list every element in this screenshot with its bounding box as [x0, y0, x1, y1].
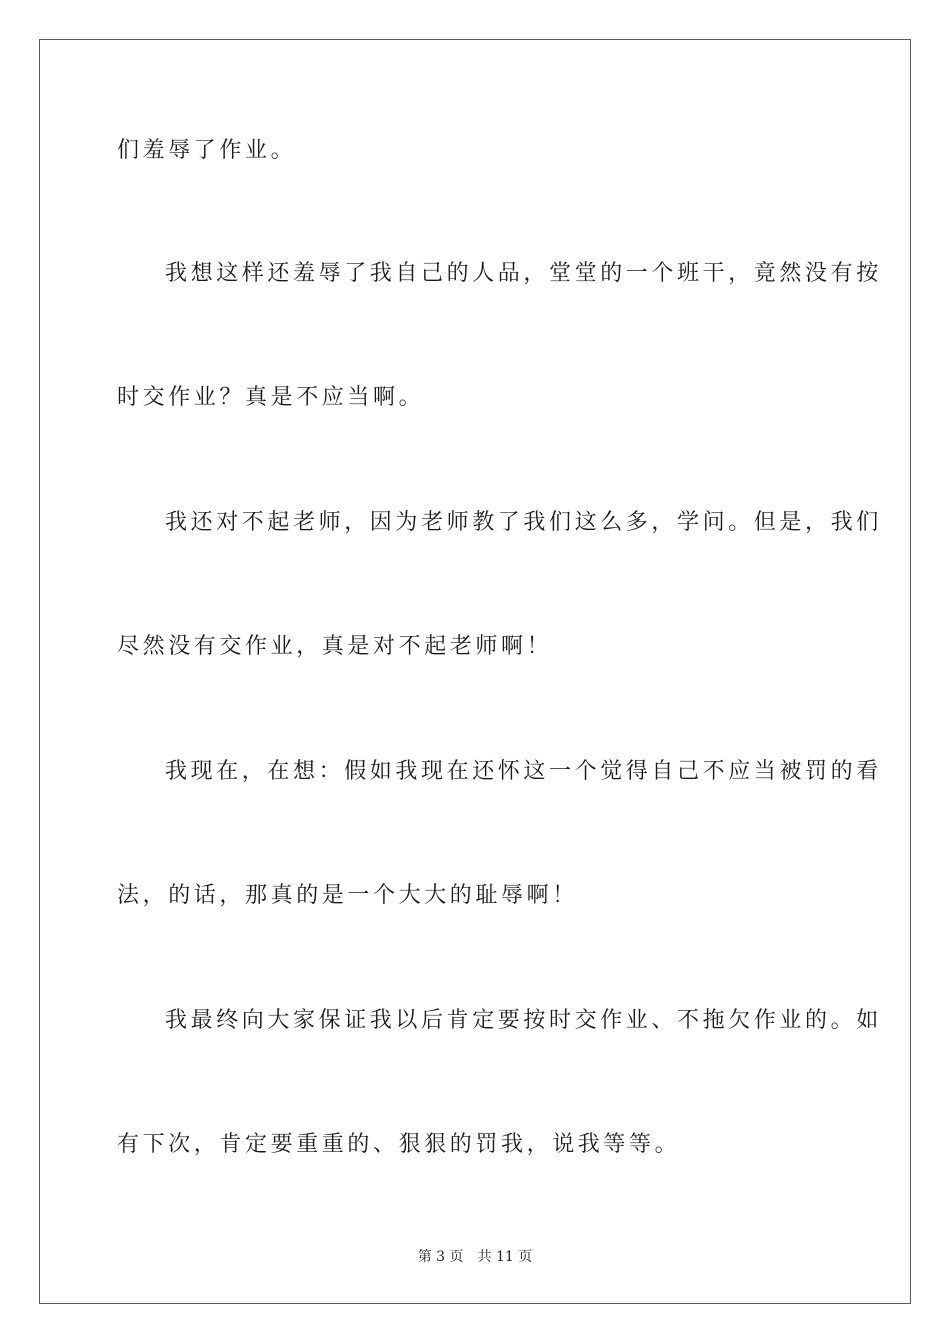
body-text-line: 有下次，肯定要重重的、狠狠的罚我，说我等等。: [117, 1132, 681, 1157]
page-footer: [0, 1248, 950, 1266]
body-text-line: 法，的话，那真的是一个大大的耻辱啊！: [117, 883, 578, 908]
page-number: 第 3 页: [417, 1249, 464, 1265]
body-text-line: 时交作业？真是不应当啊。: [117, 385, 425, 410]
body-text-line: 们羞辱了作业。: [117, 138, 297, 163]
page-border: [39, 39, 911, 1304]
paragraph-first-line: 我最终向大家保证我以后肯定要按时交作业、不拖欠作业的。如: [165, 1008, 882, 1033]
body-text-line: 尽然没有交作业，真是对不起老师啊！: [117, 634, 553, 659]
paragraph-first-line: 我想这样还羞辱了我自己的人品，堂堂的一个班干，竟然没有按: [165, 261, 882, 286]
total-pages: 共 11 页: [477, 1249, 533, 1265]
paragraph-first-line: 我还对不起老师，因为老师教了我们这么多，学问。但是，我们: [165, 510, 882, 535]
paragraph-first-line: 我现在，在想：假如我现在还怀这一个觉得自己不应当被罚的看: [165, 759, 882, 784]
